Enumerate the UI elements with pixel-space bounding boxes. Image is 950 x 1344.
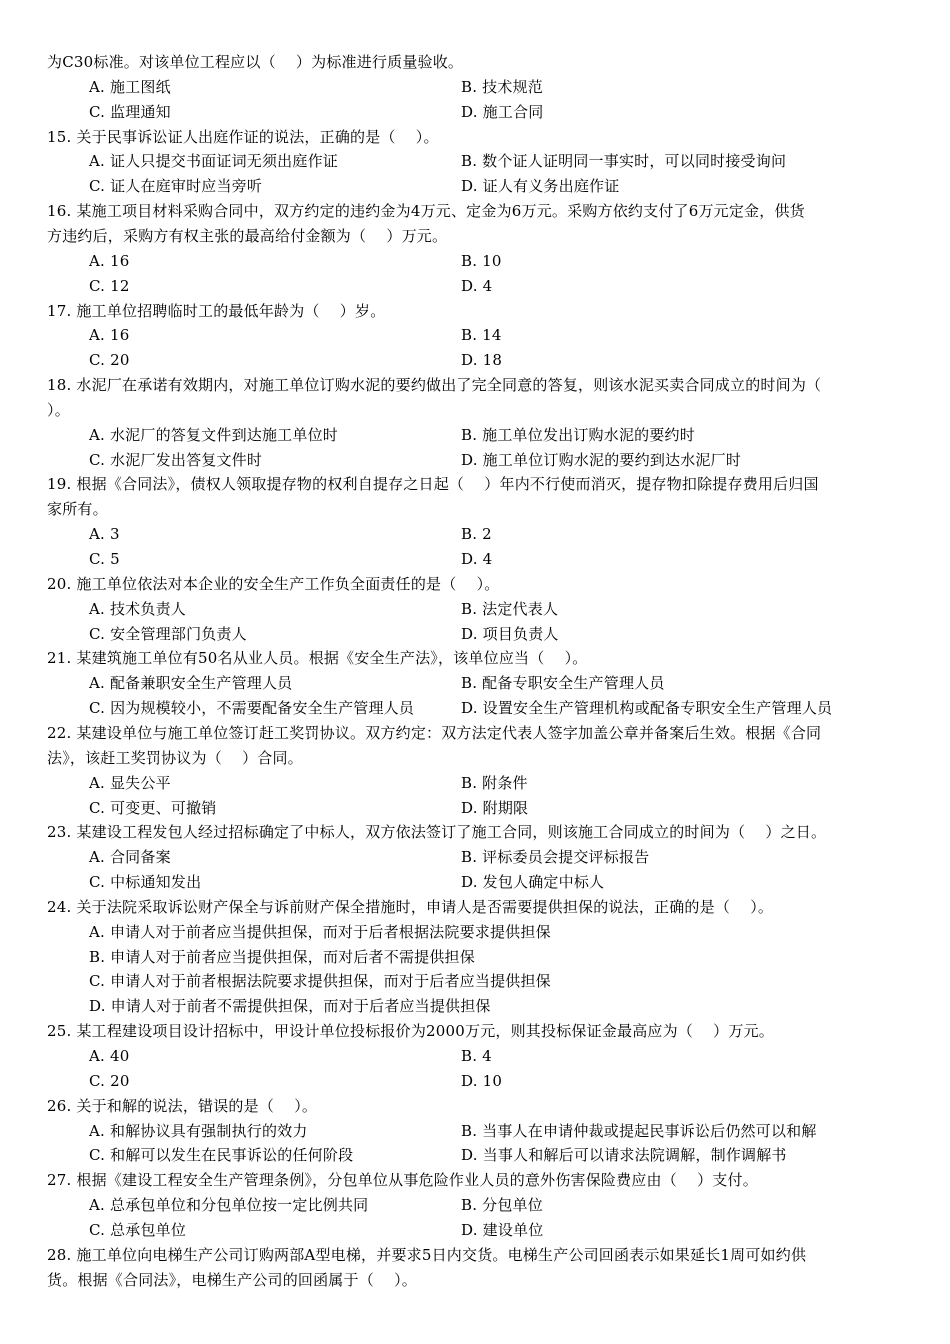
option-right: D. 项目负责人 (461, 625, 559, 643)
option-right: D. 施工合同 (461, 103, 544, 121)
option-right: B. 法定代表人 (461, 600, 559, 618)
option-left: C. 20 (89, 351, 130, 369)
option-left: A. 和解协议具有强制执行的效力 (89, 1122, 308, 1140)
option-left: A. 总承包单位和分包单位按一定比例共同 (89, 1196, 369, 1214)
option-left: A. 显失公平 (89, 774, 171, 792)
option-right: B. 数个证人证明同一事实时，可以同时接受询问 (461, 152, 787, 170)
option-left: C. 总承包单位 (89, 1221, 187, 1239)
question-line: 18. 水泥厂在承诺有效期内，对施工单位订购水泥的要约做出了完全同意的答复，则该水泥买卖合同成立的时间为（ (47, 376, 822, 394)
option-right: D. 建设单位 (461, 1221, 544, 1239)
option-left: A. 技术负责人 (89, 600, 186, 618)
question-line: 19. 根据《合同法》，债权人领取提存物的权利自提存之日起（ ）年内不行使而消灭，提存物扣除提存费用后归国 (47, 475, 819, 493)
option-left: C. 监理通知 (89, 103, 171, 121)
option-left: A. 16 (89, 326, 130, 344)
option-right: B. 附条件 (461, 774, 528, 792)
option-right: D. 10 (461, 1072, 503, 1090)
option-left: C. 和解可以发生在民事诉讼的任何阶段 (89, 1146, 354, 1164)
option-right: B. 配备专职安全生产管理人员 (461, 674, 665, 692)
question-line: 20. 施工单位依法对本企业的安全生产工作负全面责任的是（ ）。 (47, 575, 500, 593)
option-left: C. 20 (89, 1072, 130, 1090)
question-line: 家所有。 (47, 500, 108, 518)
question-line: ）。 (47, 401, 70, 419)
option-right: B. 4 (461, 1047, 492, 1065)
option-left: A. 16 (89, 252, 130, 270)
option-left: C. 水泥厂发出答复文件时 (89, 451, 263, 469)
option-right: D. 设置安全生产管理机构或配备专职安全生产管理人员 (461, 699, 833, 717)
option-right: D. 附期限 (461, 799, 529, 817)
question-line: 28. 施工单位向电梯生产公司订购两部A型电梯，并要求5日内交货。电梯生产公司回函表示如果延长1周可如约供 (47, 1246, 807, 1264)
question-line: 16. 某施工项目材料采购合同中，双方约定的违约金为4万元、定金为6万元。采购方依约支付了6万元定金，供货 (47, 202, 805, 220)
option-left: C. 12 (89, 277, 130, 295)
option-left: A. 合同备案 (89, 848, 171, 866)
option-left: A. 证人只提交书面证词无须出庭作证 (89, 152, 338, 170)
option-right: D. 证人有义务出庭作证 (461, 177, 620, 195)
option-left: C. 证人在庭审时应当旁听 (89, 177, 263, 195)
question-line: 方违约后，采购方有权主张的最高给付金额为（ ）万元。 (47, 227, 448, 245)
question-line: 17. 施工单位招聘临时工的最低年龄为（ ）岁。 (47, 302, 386, 320)
option-left: A. 40 (89, 1047, 130, 1065)
option-right: B. 评标委员会提交评标报告 (461, 848, 650, 866)
option-left: C. 5 (89, 550, 120, 568)
option-right: D. 4 (461, 550, 493, 568)
option-right: D. 18 (461, 351, 503, 369)
option-left: C. 中标通知发出 (89, 873, 202, 891)
option-left: C. 可变更、可撤销 (89, 799, 217, 817)
question-line: 为C30标准。对该单位工程应以（ ）为标准进行质量验收。 (47, 53, 464, 71)
option-right: B. 当事人在申请仲裁或提起民事诉讼后仍然可以和解 (461, 1122, 817, 1140)
question-line: 15. 关于民事诉讼证人出庭作证的说法，正确的是（ ）。 (47, 128, 439, 146)
option-left: C. 安全管理部门负责人 (89, 625, 247, 643)
question-line: 21. 某建筑施工单位有50名从业人员。根据《安全生产法》，该单位应当（ ）。 (47, 649, 588, 667)
question-line: 23. 某建设工程发包人经过招标确定了中标人，双方依法签订了施工合同，则该施工合同成立的时间为（ ）之日。 (47, 823, 827, 841)
question-line: 货。根据《合同法》，电梯生产公司的回函属于（ ）。 (47, 1271, 417, 1289)
option-right: B. 分包单位 (461, 1196, 543, 1214)
option-left: A. 配备兼职安全生产管理人员 (89, 674, 293, 692)
option-full: C. 申请人对于前者根据法院要求提供担保，而对于后者应当提供担保 (89, 972, 551, 990)
option-right: B. 施工单位发出订购水泥的要约时 (461, 426, 695, 444)
question-line: 26. 关于和解的说法，错误的是（ ）。 (47, 1097, 318, 1115)
option-full: A. 申请人对于前者应当提供担保，而对于后者根据法院要求提供担保 (89, 923, 551, 941)
option-right: D. 施工单位订购水泥的要约到达水泥厂时 (461, 451, 742, 469)
option-left: A. 3 (89, 525, 120, 543)
option-right: D. 发包人确定中标人 (461, 873, 605, 891)
option-left: C. 因为规模较小，不需要配备安全生产管理人员 (89, 699, 415, 717)
option-right: B. 10 (461, 252, 502, 270)
option-full: B. 申请人对于前者应当提供担保，而对后者不需提供担保 (89, 948, 475, 966)
option-right: B. 技术规范 (461, 78, 543, 96)
question-line: 法》，该赶工奖罚协议为（ ）合同。 (47, 749, 303, 767)
option-right: B. 14 (461, 326, 502, 344)
option-full: D. 申请人对于前者不需提供担保，而对于后者应当提供担保 (89, 997, 491, 1015)
option-left: A. 施工图纸 (89, 78, 171, 96)
option-left: A. 水泥厂的答复文件到达施工单位时 (89, 426, 338, 444)
question-line: 22. 某建设单位与施工单位签订赶工奖罚协议。双方约定：双方法定代表人签字加盖公章并备案后生效。根据《合同 (47, 724, 822, 742)
option-right: B. 2 (461, 525, 492, 543)
question-line: 25. 某工程建设项目设计招标中，甲设计单位投标报价为2000万元，则其投标保证金最高应为（ ）万元。 (47, 1022, 774, 1040)
question-line: 27. 根据《建设工程安全生产管理条例》，分包单位从事危险作业人员的意外伤害保险费应由（ ）支付。 (47, 1171, 758, 1189)
option-right: D. 当事人和解后可以请求法院调解，制作调解书 (461, 1146, 787, 1164)
question-line: 24. 关于法院采取诉讼财产保全与诉前财产保全措施时，申请人是否需要提供担保的说法，正确的是（ ）。 (47, 898, 774, 916)
option-right: D. 4 (461, 277, 493, 295)
